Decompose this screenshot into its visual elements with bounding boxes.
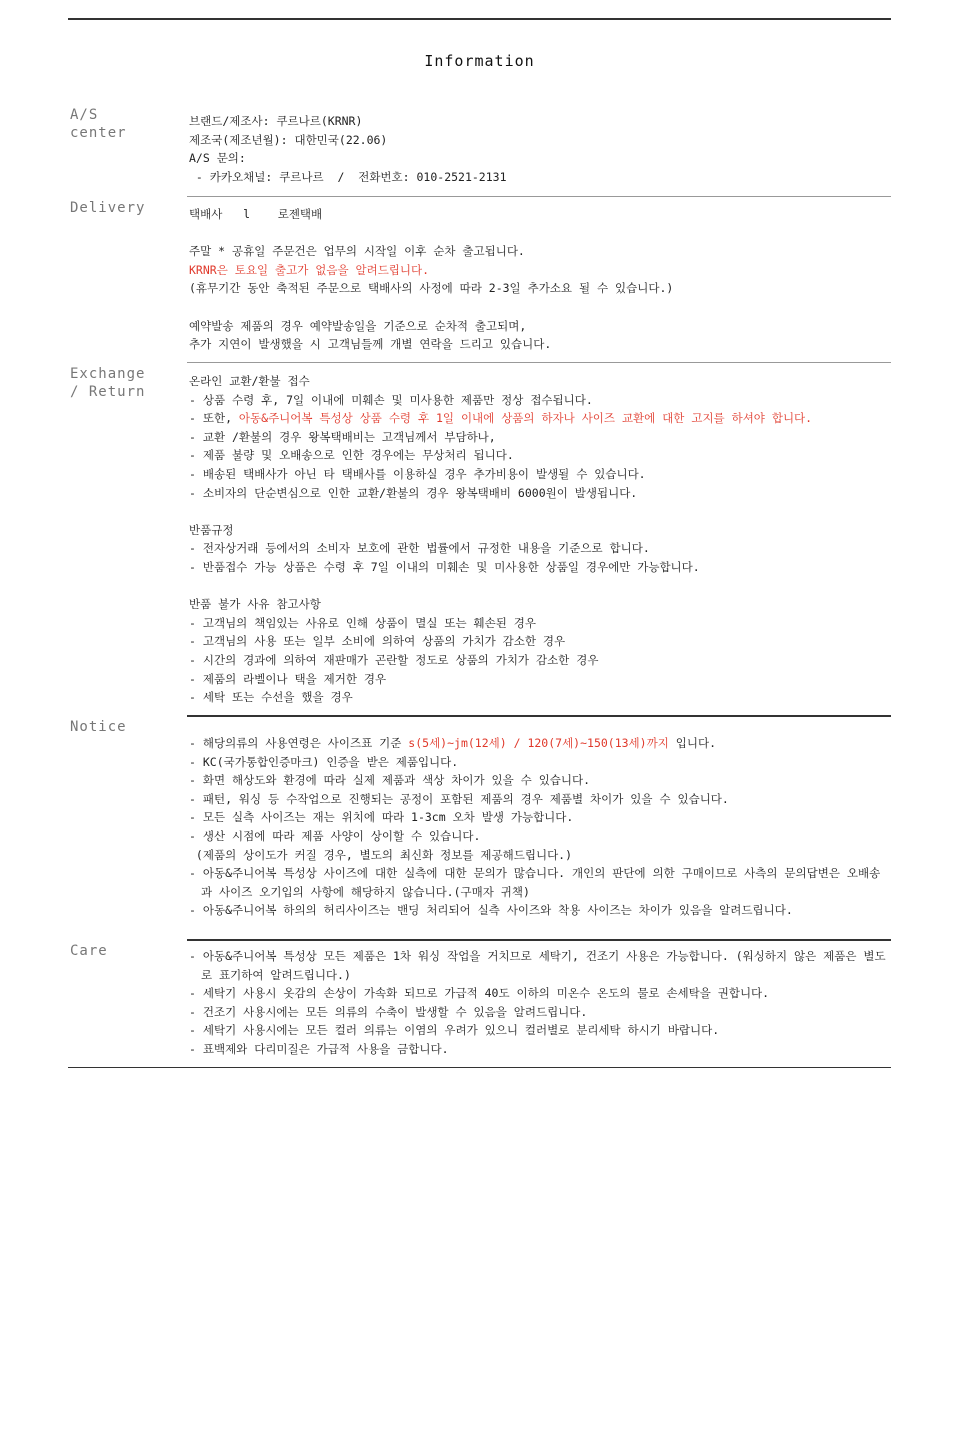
list-item-suffix: 입니다. bbox=[668, 736, 716, 750]
list-item bbox=[189, 734, 889, 753]
list-item: - 시간의 경과에 의하여 재판매가 곤란할 정도로 상품의 가치가 감소한 경우 bbox=[189, 652, 599, 667]
list-item-prefix: - 또한, bbox=[189, 411, 239, 426]
delivery-line: 주말 * 공휴일 주문건은 업무의 시작일 이후 순차 출고됩니다. bbox=[189, 244, 525, 259]
list-item: - 아동&주니어복 하의의 허리사이즈는 밴딩 처리되어 실측 사이즈와 착용 사이즈는 차이가 있음을 알려드립니다. bbox=[189, 903, 793, 918]
list-item: - 제품 불량 및 오배송으로 인한 경우에는 무상처리 됩니다. bbox=[189, 448, 514, 463]
list-item: - 세탁기 사용시 옷감의 손상이 가속화 되므로 가급적 40도 이하의 미온수 온도의 물로 손세탁을 권합니다. bbox=[189, 986, 770, 1001]
list-item: - 건조기 사용시에는 모든 의류의 수축이 발생할 수 있음을 알려드립니다. bbox=[189, 1004, 588, 1019]
contact-line: - 카카오채널: 쿠르나르 / 전화번호: 010-2521-2131 bbox=[189, 169, 507, 184]
exchange-label-line: / Return bbox=[70, 384, 146, 400]
list-item: - 모든 실측 사이즈는 재는 위치에 따라 1-3cm 오차 발생 가능합니다. bbox=[189, 810, 574, 825]
list-item: - 소비자의 단순변심으로 인한 교환/환불의 경우 왕복택배비 6000원이 발생됩니다. bbox=[189, 485, 638, 500]
list-item: - 교환 /환불의 경우 왕복택배비는 고객님께서 부담하나, bbox=[189, 429, 496, 444]
delivery-content bbox=[189, 205, 889, 354]
divider bbox=[187, 715, 891, 717]
list-item: - 세탁기 사용시에는 모든 컬러 의류는 이염의 우려가 있으니 컬러별로 분리세탁 하시기 바랍니다. bbox=[189, 1023, 720, 1038]
delivery-line: (휴무기간 동안 축적된 주문으로 택배사의 사정에 따라 2-3일 추가소요 될 수 있습니다.) bbox=[189, 281, 674, 296]
bottom-divider bbox=[68, 1067, 891, 1068]
refuse-heading: 반품 불가 사유 참고사항 bbox=[189, 597, 321, 612]
as-center-content bbox=[189, 112, 889, 186]
divider bbox=[187, 196, 891, 197]
list-item: - 제품의 라벨이나 택을 제거한 경우 bbox=[189, 671, 387, 686]
exchange-label bbox=[70, 365, 180, 401]
list-item: - 반품접수 가능 상품은 수령 후 7일 이내의 미훼손 및 미사용한 상품일 경우에만 가능합니다. bbox=[189, 559, 700, 574]
notice-content bbox=[189, 734, 889, 920]
list-item: - 전자상거래 등에서의 소비자 보호에 관한 법률에서 규정한 내용을 기준으로 합니다. bbox=[189, 541, 650, 556]
exchange-label-line: Exchange bbox=[70, 366, 146, 382]
list-item: - 고객님의 사용 또는 일부 소비에 의하여 상품의 가치가 감소한 경우 bbox=[189, 634, 566, 649]
delivery-notice-red: KRNR은 토요일 출고가 없음을 알려드립니다. bbox=[189, 262, 430, 277]
reserve-line: 예약발송 제품의 경우 예약발송일을 기준으로 순차적 출고되며, bbox=[189, 318, 527, 333]
courier-line: 택배사 l 로젠택배 bbox=[189, 207, 323, 221]
list-item-highlight: 아동&주니어복 특성상 상품 수령 후 1일 이내에 상품의 하자나 사이즈 교환에 대한 고지를 하셔야 합니다. bbox=[238, 411, 813, 426]
list-item: - 생산 시점에 따라 제품 사양이 상이할 수 있습니다. bbox=[189, 828, 481, 843]
list-item: - 화면 해상도와 환경에 따라 실제 제품과 색상 차이가 있을 수 있습니다. bbox=[189, 773, 591, 788]
return-heading: 반품규정 bbox=[189, 522, 234, 537]
list-item: - 아동&주니어복 특성상 모든 제품은 1차 워싱 작업을 거치므로 세탁기, 건조기 사용은 가능합니다. (워싱하지 않은 제품은 별도로 표기하여 알려드립니다.) bbox=[189, 949, 886, 982]
top-divider bbox=[68, 18, 891, 20]
as-center-label: A/S center bbox=[70, 107, 127, 141]
exchange-content bbox=[189, 372, 889, 707]
notice-label: Notice bbox=[70, 719, 127, 735]
divider bbox=[187, 362, 891, 363]
list-item: - 표백제와 다리미질은 가급적 사용을 금합니다. bbox=[189, 1041, 449, 1056]
reserve-line: 추가 지연이 발생했을 시 고객님들께 개별 연락을 드리고 있습니다. bbox=[189, 337, 552, 352]
list-item: (제품의 상이도가 커질 경우, 별도의 최신화 정보를 제공해드립니다.) bbox=[189, 847, 573, 862]
divider bbox=[187, 939, 891, 941]
list-item: - 상품 수령 후, 7일 이내에 미훼손 및 미사용한 제품만 정상 접수됩니다. bbox=[189, 392, 593, 407]
list-item: - 패턴, 워싱 등 수작업으로 진행되는 공정이 포함된 제품의 경우 제품별 차이가 있을 수 있습니다. bbox=[189, 791, 729, 806]
as-inquiry-line: A/S 문의: bbox=[189, 151, 246, 166]
list-item: - 아동&주니어복 특성상 사이즈에 대한 실측에 대한 문의가 많습니다. 개인의 판단에 의한 구매이므로 사측의 문의답변은 오배송과 사이즈 오기입의 사항에 해당하지 않습니다.(구매자 귀책) bbox=[189, 866, 881, 899]
care-label: Care bbox=[70, 943, 108, 959]
list-item: - 배송된 택배사가 아닌 타 택배사를 이용하실 경우 추가비용이 발생될 수 있습니다. bbox=[189, 466, 646, 481]
origin-line: 제조국(제조년월): 대한민국(22.06) bbox=[189, 132, 388, 147]
age-range-highlight: s(5세)~jm(12세) / 120(7세)~150(13세)까지 bbox=[408, 736, 669, 750]
exchange-heading: 온라인 교환/환불 접수 bbox=[189, 374, 310, 388]
list-item bbox=[189, 409, 889, 428]
list-item: - KC(국가통합인증마크) 인증을 받은 제품입니다. bbox=[189, 754, 459, 769]
list-item: - 세탁 또는 수선을 했을 경우 bbox=[189, 690, 353, 705]
list-item: - 고객님의 책임있는 사유로 인해 상품이 멸실 또는 훼손된 경우 bbox=[189, 615, 536, 630]
brand-line: 브랜드/제조사: 쿠르나르(KRNR) bbox=[189, 114, 363, 128]
delivery-label: Delivery bbox=[70, 200, 146, 216]
page-title: Information bbox=[424, 52, 535, 70]
list-item-prefix: - 해당의류의 사용연령은 사이즈표 기준 bbox=[189, 736, 409, 750]
care-content bbox=[189, 947, 889, 1059]
